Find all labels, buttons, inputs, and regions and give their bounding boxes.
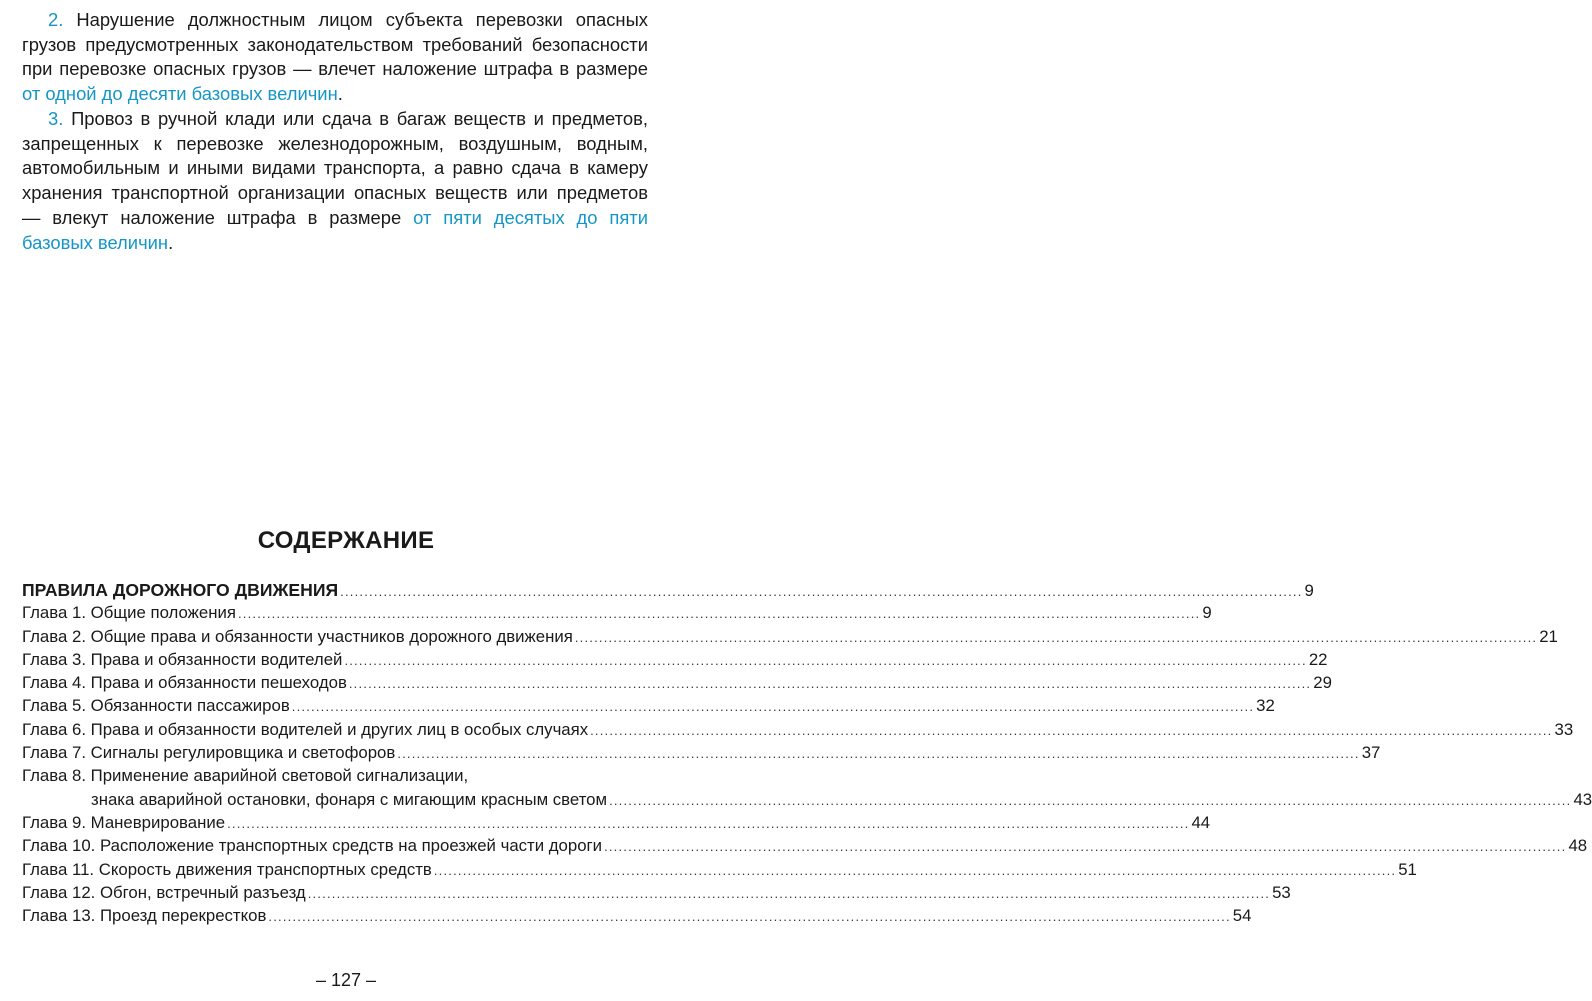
toc-row[interactable] bbox=[22, 603, 1212, 626]
toc-row[interactable] bbox=[22, 882, 1291, 906]
toc-page-number: 53 bbox=[1272, 882, 1291, 902]
toc-leader-dots: ........................................................................................................................................................................................................ bbox=[344, 652, 1307, 668]
toc-chapter-title: Глава 13. Проезд перекрестков bbox=[22, 906, 267, 926]
toc-leader-dots: ........................................................................................................................................................................................................ bbox=[307, 885, 1271, 901]
toc-chapter-title: Глава 3. Права и обязанности водителей bbox=[22, 649, 343, 669]
contents-title: СОДЕРЖАНИЕ bbox=[257, 527, 435, 554]
toc-chapter-title: Глава 4. Права и обязанности пешеходов bbox=[22, 673, 347, 693]
paragraph-2-end: . bbox=[337, 83, 343, 105]
toc-leader-dots: ........................................................................................................................................................................................................ bbox=[227, 815, 1190, 831]
toc-page-number: 37 bbox=[1361, 743, 1381, 763]
toc-page-number: 9 bbox=[1304, 581, 1314, 600]
toc-page-number: 54 bbox=[1232, 906, 1252, 926]
page-number: – 127 – bbox=[315, 970, 377, 990]
toc-leader-dots: ........................................................................................................................................................................................................ bbox=[604, 839, 1567, 855]
toc-leader-dots: ........................................................................................................................................................................................................ bbox=[433, 862, 1397, 878]
toc-page-number: 33 bbox=[1554, 719, 1574, 739]
toc-chapter-title: Глава 1. Общие положения bbox=[22, 603, 236, 623]
table-of-contents bbox=[22, 580, 1592, 929]
toc-page-number: 32 bbox=[1256, 696, 1275, 716]
paragraph-3-penalty: от пяти десятых до пяти базовых величин bbox=[22, 206, 649, 253]
paragraph-2 bbox=[22, 8, 648, 107]
toc-row[interactable] bbox=[22, 906, 1252, 929]
toc-leader-dots: ........................................................................................................................................................................................................ bbox=[609, 792, 1572, 808]
toc-row[interactable] bbox=[22, 649, 1328, 673]
paragraph-2-penalty: от одной до десяти базовых величин bbox=[22, 83, 338, 105]
toc-row-chapter-8-line-1[interactable] bbox=[22, 766, 648, 789]
toc-leader-dots: ........................................................................................................................................................................................................ bbox=[348, 676, 1312, 692]
toc-row-chapter-8-line-2[interactable] bbox=[22, 789, 1592, 813]
paragraph-3 bbox=[22, 107, 648, 255]
toc-chapter-title: Глава 11. Скорость движения транспортных средств bbox=[22, 859, 432, 879]
toc-chapter-title: Глава 8. Применение аварийной световой сигнализации, bbox=[22, 766, 469, 786]
toc-row[interactable] bbox=[22, 812, 1211, 836]
toc-chapter-title: Глава 9. Маневрирование bbox=[22, 812, 226, 832]
toc-row[interactable] bbox=[22, 673, 1332, 696]
toc-page-number: 48 bbox=[1568, 836, 1588, 856]
toc-chapter-title-continued: знака аварийной остановки, фонаря с мигающим красным светом bbox=[91, 789, 608, 809]
toc-leader-dots: ........................................................................................................................................................................................................ bbox=[340, 584, 1303, 599]
toc-row[interactable] bbox=[22, 859, 1417, 883]
paragraph-3-text: Провоз в ручной клади или сдача в багаж веществ и предметов, запрещенных к перевозке железнодорожным, воздушным, водным, автомобильным и иными видами транспорта, а равно сдача в камеру хранения транспортной организации опасных веществ или предметов — влекут наложение штрафа в размере bbox=[22, 108, 648, 228]
toc-page-number: 44 bbox=[1191, 812, 1211, 832]
toc-section-title: ПРАВИЛА ДОРОЖНОГО ДВИЖЕНИЯ bbox=[22, 580, 339, 600]
toc-leader-dots: ........................................................................................................................................................................................................ bbox=[590, 722, 1553, 738]
toc-chapter-title: Глава 10. Расположение транспортных средств на проезжей части дороги bbox=[22, 836, 603, 856]
toc-leader-dots: ........................................................................................................................................................................................................ bbox=[268, 909, 1231, 925]
toc-row[interactable] bbox=[22, 743, 1381, 766]
toc-page-number: 22 bbox=[1308, 649, 1328, 669]
toc-chapter-title: Глава 7. Сигналы регулировщика и светофоров bbox=[22, 743, 396, 763]
toc-section-row[interactable] bbox=[22, 580, 1314, 603]
toc-page-number: 43 bbox=[1573, 789, 1592, 809]
toc-page-number: 9 bbox=[1202, 603, 1212, 623]
toc-leader-dots: ........................................................................................................................................................................................................ bbox=[574, 629, 1538, 645]
paragraph-2-number: 2. bbox=[48, 9, 64, 30]
toc-chapter-title: Глава 12. Обгон, встречный разъезд bbox=[22, 882, 306, 902]
toc-chapter-title: Глава 5. Обязанности пассажиров bbox=[22, 696, 290, 716]
toc-leader-dots: ........................................................................................................................................................................................................ bbox=[291, 699, 1255, 715]
toc-row[interactable] bbox=[22, 836, 1588, 859]
toc-leader-dots: ........................................................................................................................................................................................................ bbox=[397, 746, 1360, 762]
toc-row[interactable] bbox=[22, 719, 1574, 743]
toc-row[interactable] bbox=[22, 696, 1275, 719]
toc-chapter-title: Глава 6. Права и обязанности водителей и других лиц в особых случаях bbox=[22, 719, 589, 739]
paragraph-2-text: Нарушение должностным лицом субъекта перевозки опасных грузов предусмотренных законодательством требований безопасности при перевозке опасных грузов — влечет наложение штрафа в размере bbox=[22, 9, 648, 80]
toc-page-number: 51 bbox=[1398, 859, 1417, 879]
toc-row[interactable] bbox=[22, 626, 1558, 650]
toc-page-number: 21 bbox=[1539, 626, 1558, 646]
toc-chapter-title: Глава 2. Общие права и обязанности участников дорожного движения bbox=[22, 626, 573, 646]
toc-leader-dots: ........................................................................................................................................................................................................ bbox=[237, 606, 1201, 622]
paragraph-3-number: 3. bbox=[48, 108, 64, 129]
paragraph-3-end: . bbox=[168, 231, 174, 253]
toc-page-number: 29 bbox=[1313, 673, 1332, 693]
